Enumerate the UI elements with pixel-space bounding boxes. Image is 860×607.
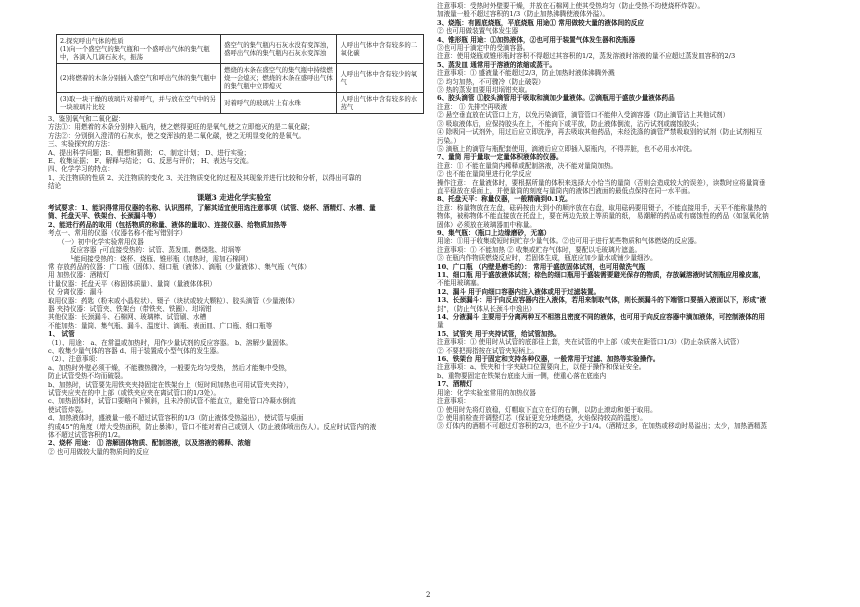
text-line: A、提出科学问题；B、假想和猜测； C、制定计划； D、进行实验； bbox=[48, 148, 251, 157]
text-line: 体不超过试管容积的1/2。 bbox=[48, 431, 125, 440]
text-line: 污染。） bbox=[437, 136, 461, 145]
text-line: ② 也可用做装置气体发生器 bbox=[437, 27, 519, 36]
text-line: 封"，（防止气体从长颈斗中逸出） bbox=[437, 304, 536, 313]
text-line: 注意：称量物放在左盘，砝码按由大到小的顺序放在右盘，取用砝码要用镊子，不能直接用手，天平不能称量热的 bbox=[437, 203, 767, 212]
table-row bbox=[57, 64, 424, 93]
text-line: 方法②：分别倒入澄清的石灰水，使之变浑浊的是二氧化碳，使之无明显变化的是氧气。 bbox=[48, 131, 306, 140]
text-line: 结论 bbox=[48, 182, 62, 191]
text-line: 考点一、常用的仪器（仪器名称不能写错别字） bbox=[48, 229, 187, 238]
text-line: 注意事项：① 不能加热 ② 收集或贮存气体时，要配以毛玻璃片遮盖。 bbox=[437, 245, 642, 254]
table-cell: 2.探究呼出气体的性质 (1)向一个盛空气的集气瓶和一个盛呼出气体的集气瓶中，各滴入几滴石灰水，振荡 bbox=[57, 35, 221, 64]
text-line: 11、细口瓶 用于盛放液体试剂；棕色的细口瓶用于盛装需要避光保存的物质，存放碱溶液时试剂瓶应用橡皮塞， bbox=[437, 271, 765, 279]
text-line: （2）、注意事项： bbox=[48, 355, 102, 364]
text-line: （1）、用途： a、在常温或加热时，用作少量试剂的反应容器。 b、溶解少量固体。 bbox=[48, 338, 293, 347]
text-line: 约成45°的角度（增大受热面积，防止暴沸），管口不能对着自己或别人（防止液体喷出伤人）。反应时试管内的液 bbox=[48, 422, 377, 431]
text-line: ③也可用于滴定中的受滴容器。 bbox=[437, 44, 530, 53]
text-line: 12、漏斗 用于向细口容器内注入液体或用于过滤装置。 bbox=[437, 287, 601, 296]
text-line: 17、酒精灯 bbox=[437, 380, 473, 389]
text-line: 取用仪器：药匙（粉末或小晶粒状）、镊子（块状或较大颗粒）、胶头滴管（少量液体） bbox=[48, 296, 299, 305]
table-cell: 人呼出气体中含有较多的二氧化碳 bbox=[337, 35, 424, 64]
right-text-block bbox=[437, 2, 829, 431]
left-text-block-2 bbox=[48, 204, 420, 456]
text-line: ② 均匀加热，不可骤冷（防止破裂） bbox=[437, 77, 545, 86]
text-line: 注意事项：受热时外壁要干燥，并放在石棉网上使其受热均匀（防止受热不均使烧杯炸裂）。 bbox=[437, 2, 705, 10]
text-line: 2、能进行药品的取用（包括物质的称量、液体的量取）、连接仪器、给物质加热等 bbox=[48, 220, 287, 229]
text-line: 使试管炸裂。 bbox=[48, 405, 88, 414]
text-line: 方法①：用燃着的木条分别伸入瓶内，使之燃得更旺的是氧气,使之立即熄灭的是二氧化碳； bbox=[48, 123, 314, 132]
section-title: 课题3 走进化学实验室 bbox=[196, 192, 272, 202]
text-line: 注意事项： bbox=[437, 397, 470, 406]
text-line: 试管夹应夹在的中上部（或铁夹应夹在离试管口的1/3处）。 bbox=[48, 389, 221, 397]
text-line: 注意：① 不能在量筒内稀释或配制溶液，决不能对量筒加热。 bbox=[437, 161, 618, 170]
text-line: ② 也不能在量筒里进行化学反应 bbox=[437, 170, 532, 179]
text-line: 用 加热仪器：酒精灯 bbox=[48, 271, 110, 280]
text-line: ② 不要把拇指按在试管夹短柄上。 bbox=[437, 346, 539, 355]
table-cell: 人呼出气体中含有较少的氧气 bbox=[337, 64, 424, 93]
text-line: ④ 除吸同一试剂外，用过后应立即洗净，再去吸取其他药品，未经洗涤的滴管严禁吸取别的试剂（防止试剂相互 bbox=[437, 128, 763, 137]
text-line: ⑤ 滴瓶上的滴管与瓶配套使用，滴液后应立即插入原瓶内，不得弄脏，也不必用水冲洗。 bbox=[437, 144, 697, 153]
text-line: 注意事项：① 使用时从试管的底部往上套，夹在试管的中上部（或夹在距管口1/3）（防止杂质落入试管） bbox=[437, 338, 744, 347]
table-cell: 人呼出气体中含有较多的水蒸气 bbox=[337, 93, 424, 114]
text-line: 用途：化学实验室常用的加热仪器 bbox=[437, 388, 536, 397]
text-line: 仪 分离仪器：漏斗 bbox=[48, 288, 103, 297]
text-line: 加液量一般不超过容积的1/3（防止加热沸腾使液体外溢）。 bbox=[437, 10, 610, 19]
text-line: 防止试管受热不均而破裂。 bbox=[48, 372, 128, 381]
text-line: └能间接受热的：烧杯、烧瓶、锥形瓶（加热时，需加石棉网） bbox=[70, 254, 252, 263]
text-line: 9、集气瓶：（瓶口上边缘磨砂，无塞） bbox=[437, 228, 551, 237]
text-line: 其他仪器：长颈漏斗、石棉网、玻璃棒、试管刷、水槽 bbox=[48, 313, 207, 322]
text-line: ③ 吸取液体后，应保持胶头在上，不能向下或平放，防止液体倒流，沾污试剂或腐蚀胶头； bbox=[437, 119, 703, 128]
table-row bbox=[57, 35, 424, 64]
text-line: 物体，被称物体不能直接放在托盘上，要在两边先放上等质量的纸， 易潮解的药品或有腐蚀性的药品（如氢氧化钠 bbox=[437, 212, 769, 221]
text-line: 3、鉴别氧气和二氧化碳： bbox=[48, 115, 125, 123]
text-line: 注意：使用烧瓶或锥形瓶时容积不得超过其容积的1/2，蒸发溶液时溶液的量不应超过蒸发皿容积的2/3 bbox=[437, 52, 736, 61]
text-line: c、加热固体时，试管口要略向下倾斜，且未冷前试管不能直立，避免管口冷凝水倒流 bbox=[48, 397, 296, 406]
text-line: b、重物要固定在铁架台底座大面一侧，使重心落在底座内 bbox=[437, 371, 607, 380]
text-line: （一）初中化学实验常用仪器 bbox=[58, 237, 144, 246]
text-line: 15、试管夹 用于夹持试管，给试管加热。 bbox=[437, 329, 561, 338]
text-line: 8、托盘天平：称量仪器，一般精确到0.1克。 bbox=[437, 195, 572, 204]
text-line: 5、蒸发皿 通常用于溶液的浓缩或蒸干。 bbox=[437, 60, 556, 69]
text-line: ② 使用前检查并调整灯芯（保证更充分地燃烧，火焰保持较高的温度）。 bbox=[437, 413, 647, 422]
text-line: 不能加热：量筒、集气瓶、漏斗、温度计、滴瓶、表面皿、广口瓶、细口瓶等 bbox=[48, 321, 273, 330]
text-line: 四、化学学习的特点： bbox=[48, 165, 114, 174]
text-line: 1、 试管 bbox=[48, 330, 75, 339]
text-line: ② 也可用做较大量的物质间的反应 bbox=[48, 447, 150, 456]
text-line: 注意事项：① 盛液量不能超过2/3，防止加热时液体沸腾外溅 bbox=[437, 69, 615, 78]
table-cell: (2)将燃着的木条分别插入盛空气和呼出气体的集气瓶中 bbox=[57, 64, 221, 93]
text-line: 注意事项：a、铁夹和十字夹缺口位置要向上，以便于操作和保证安全。 bbox=[437, 363, 646, 372]
text-line: 三、实验探究的方法： bbox=[48, 140, 114, 149]
table-cell: 对着呼气的玻璃片上有水珠 bbox=[221, 93, 337, 114]
left-text-block-1 bbox=[48, 115, 420, 191]
text-line: 4、锥形瓶 用途：①加热液体，②也可用于装置气体发生器和洗瓶器 bbox=[437, 35, 636, 44]
text-line: 13、长颈漏斗：用于向反应容器内注入液体，若用来制取气体，则长颈漏斗的下端管口要插入液面以下，形成"液 bbox=[437, 296, 767, 305]
text-line: ③ 在瓶内作物质燃烧反应时，若固体生成，瓶底应加少量水或铺少量细沙。 bbox=[437, 254, 657, 263]
text-line: 2、烧杯 用途： ① 溶解固体物质、配制溶液，以及溶液的稀释、浓缩 bbox=[48, 439, 251, 448]
text-line: 14、分液漏斗 主要用于分离两种互不相溶且密度不同的液体，也可用于向反应容器中滴加液体，可控制液体的用 bbox=[437, 313, 765, 322]
text-line: c、收集少量气体的容器 d、用于装置成小型气体的发生器。 bbox=[48, 346, 223, 355]
left-column bbox=[48, 0, 420, 456]
text-line: 固体）必须放在玻璃器皿中称量。 bbox=[437, 220, 536, 229]
table-row bbox=[57, 93, 424, 114]
text-line: ③ 热的蒸发皿要用坩埚钳夹取。 bbox=[437, 86, 532, 95]
text-line: 考试要求：1、能识得常用仪器的名称、认识图样，了解其适宜使用选注意事项（试管、烧杯、酒精灯、水槽、量 bbox=[48, 204, 376, 213]
experiment-table bbox=[56, 34, 424, 114]
text-line: 计量仪器：托盘天平（称固体质量）、量筒（量液体体积） bbox=[48, 279, 217, 288]
text-line: d、加热液体时，盛液量一般不超过试管容积的1/3（防止液体受热溢出），使试管与桌面 bbox=[48, 414, 304, 423]
text-line: 常 存放药品的仪器：广口瓶（固体）、细口瓶（液体）、滴瓶（少量液体）、集气瓶（气体） bbox=[48, 262, 311, 271]
text-line: 6、胶头滴管 ①胶头滴管用于吸取和滴加少量液体。②滴瓶用于盛放少量液体药品 bbox=[437, 94, 675, 103]
text-line: ② 悬空垂直放在试管口上方，以免污染滴管，滴管管口不能伸入受滴容器（防止滴管沾上其他试剂） bbox=[437, 111, 730, 120]
text-line: ① 使用时先将灯放稳，灯帽取下直立在灯的右侧，以防止滚动和便于取用。 bbox=[437, 405, 657, 414]
text-line: 注意： ① 先排空再吸液 bbox=[437, 102, 508, 111]
text-line: 不能用玻璃塞。 bbox=[437, 279, 484, 288]
table-cell: (3)取一块干燥的玻璃片对着呼气，并与放在空气中的另一块玻璃片比较 bbox=[57, 93, 221, 114]
text-line: 直平稳放在桌面上，并使量筒的刻度与量筒内的液体凹液面的最低点保持在同一水平面。 bbox=[437, 186, 695, 195]
text-line: ③ 灯体内的酒精不可超过灯容积的2/3，也不应少于1/4。（酒精过多，在加热或移动时易溢出；太少，加热酒精蒸 bbox=[437, 422, 767, 431]
text-line: 用途：①用于收集或短时间贮存少量气体。②也可用于进行某些物质和气体燃烧的反应器。 bbox=[437, 237, 701, 246]
text-line: 7、量筒 用于量取一定量体积液体的仪器。 bbox=[437, 153, 563, 162]
text-line: 1、关注物质的性质 2、关注物质的变化 3、关注物质变化的过程及其现象并进行比较和分析，以得出可靠的 bbox=[48, 173, 362, 182]
text-line: 反应容器 ┌可直接受热的：试管、蒸发皿、燃烧匙、坩埚等 bbox=[70, 246, 241, 255]
page-number: 2 bbox=[426, 591, 431, 599]
right-column bbox=[437, 2, 829, 431]
text-line: 量 bbox=[437, 321, 444, 330]
text-line: 10、广口瓶 （内壁是磨毛的）： 常用于盛放固体试剂，也可用做洗气瓶 bbox=[437, 262, 646, 271]
text-line: 操作注意： 在量液体时，要根据所量的体积来选择大小恰当的量筒（否则会造成较大的误差），读数时应将量筒垂 bbox=[437, 178, 766, 187]
table-cell: 盛空气的集气瓶内石灰水没有变浑浊， 盛呼出气体的集气瓶内石灰水变浑浊 bbox=[221, 35, 337, 64]
text-line: E、收集证据； F、解释与结论； G、反思与评价； H、表达与交流。 bbox=[48, 157, 253, 166]
text-line: a、加热时外壁必须干燥，不能骤热骤冷，一般要先均匀受热， 然后才能集中受热， bbox=[48, 363, 292, 372]
text-line: 3、烧瓶：有圆底烧瓶，平底烧瓶 用途① 常用做较大量的液体间的反应 bbox=[437, 18, 644, 27]
text-line: 筒、托盘天平、铁架台、长颈漏斗等） bbox=[48, 212, 161, 221]
text-line: 器 夹持仪器：试管夹、铁架台（带铁夹、铁圈）、坩埚钳 bbox=[48, 304, 212, 313]
text-line: b、加热时，试管要先用铁夹夹持固定在铁架台上（短时间加热也可用试管夹夹持）， bbox=[48, 380, 293, 389]
text-line: 16、铁架台 用于固定和支持各种仪器，一般常用于过滤、加热等实验操作。 bbox=[437, 355, 660, 364]
table-cell: 燃烧的木条在盛空气的集气瓶中持续燃烧一会熄灭；燃烧的木条在盛呼出气体的集气瓶中立即熄灭 bbox=[221, 64, 337, 93]
